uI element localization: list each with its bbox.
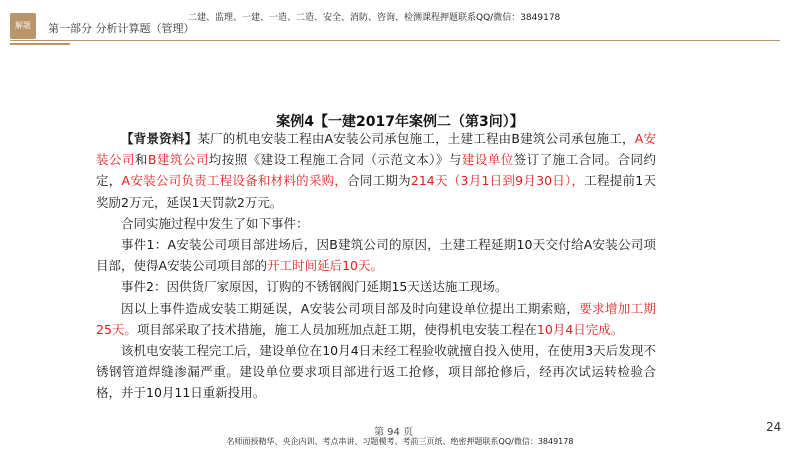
event-2-paragraph: 事件2：因供货厂家原因，订购的不锈钢阀门延期15天送达施工现场。	[121, 279, 508, 295]
highlight-span: B建筑公司	[147, 152, 209, 168]
text-span: 工程提前1天奖励2万元，延误1天罚款2万元。	[96, 173, 656, 210]
header-divider	[10, 40, 780, 41]
footer-contact-note: 名师面授精华、央企内训、考点串讲、习题模考、考前三页纸、绝密押题联系QQ/微信：3849178	[226, 437, 574, 446]
claim-paragraph	[96, 298, 656, 340]
text-span: 某厂的机电安装工程由A安装公司承包施工，土建工程由B建筑公司承包施工，	[197, 131, 635, 146]
case-title: 案例4【一建2017年案例二（第3问）】	[276, 114, 524, 130]
header-divider-accent	[10, 43, 70, 45]
highlight-span: 要求增加工期25天。	[96, 300, 656, 337]
page-marker: 第 94 页	[374, 427, 414, 438]
background-paragraph	[96, 128, 656, 213]
header-contact-note: 二建、监理、一建、一造、二造、安全、消防、咨询、检测课程押题联系QQ/微信：3849178	[188, 13, 561, 23]
highlight-span: 214天（3月1日到9月30日），	[410, 173, 585, 189]
text-span: 合同工期为	[347, 173, 411, 189]
text-span: 和	[134, 152, 148, 168]
header-bar	[0, 0, 800, 42]
text-span: 项目部采取了技术措施，施工人员加班加点赶工期，使得机电安装工程在	[136, 321, 537, 337]
text-span: 均按照《建设工程施工合同（示范文本）》与	[208, 152, 462, 168]
section-label: 第一部分 分析计算题（管理）	[48, 22, 195, 35]
slide-number: 24	[766, 420, 782, 434]
highlight-span: A安装公司	[96, 131, 656, 168]
highlight-span: A安装公司负责工程设备和材料的采购，	[121, 173, 348, 189]
case-body	[96, 128, 656, 404]
text-span: 因以上事件造成安装工期延误，A安装公司项目部及时向建设单位提出工期索赔，	[121, 300, 580, 316]
completion-paragraph: 该机电安装工程完工后，建设单位在10月4日未经工程验收就擅自投入使用，在使用3天后发现不锈钢管道焊缝渗漏严重。建设单位要求项目部进行返工抢修，项目部抢修后，经再次试运转检验合格，并于10月11日重新投用。	[96, 343, 656, 401]
brand-logo: 解题	[10, 13, 36, 39]
background-tag: 【背景资料】	[121, 131, 198, 146]
text-span: 签订了施工合同。合同约定，	[96, 152, 656, 189]
event-1-paragraph	[96, 234, 656, 276]
highlight-span: 10月4日完成。	[536, 321, 624, 337]
text-span: 事件1：A安装公司项目部进场后，因B建筑公司的原因，土建工程延期10天交付给A安装公司项目部，使得A安装公司项目部的	[96, 237, 656, 274]
highlight-span: 建设单位	[461, 152, 514, 168]
events-intro-paragraph: 合同实施过程中发生了如下事件：	[121, 215, 309, 231]
highlight-span: 开工时间延后10天。	[267, 258, 383, 274]
